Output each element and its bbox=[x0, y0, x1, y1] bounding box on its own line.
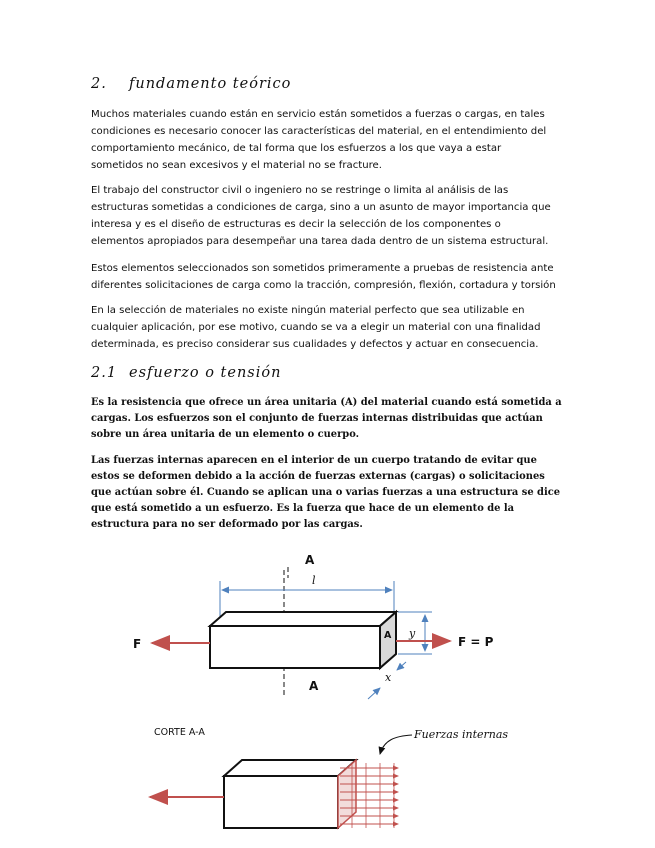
figure-2 bbox=[150, 727, 508, 828]
paragraph-1: Muchos materiales cuando están en servicio están sometidos a fuerzas o cargas, en tales condiciones es necesario conocer las características del material, en el entendimiento del comportamiento mecánico, de tal forma que los esfuerzos a los que vaya a estar sometidos no sean excesivos y el material no se fracture. bbox=[91, 109, 547, 171]
bar-top-face bbox=[210, 612, 396, 626]
section-label-top: A bbox=[305, 553, 315, 567]
internal-forces-paragraph: Las fuerzas internas aparecen en el interior de un cuerpo tratando de evitar que estos se deformen debido a la acción de fuerzas externas (cargas) o solicitaciones que actúan sobre él. Cuando se aplican una o varias fuerzas a una estructura se dice que está sometido a un esfuerzo. Es la fuerza que hace de un elemento de la estructura para no ser deformado por las cargas. bbox=[91, 455, 560, 530]
figure-1 bbox=[133, 553, 494, 699]
length-label: l bbox=[312, 574, 316, 587]
definition-paragraph: Es la resistencia que ofrece un área unitaria (A) del material cuando está sometida a cargas. Los esfuerzos son el conjunto de fuerzas internas distribuidas que actúan sobre un área unitaria de un elemento o cuerpo. bbox=[91, 397, 562, 440]
section-number: 2. bbox=[91, 76, 107, 92]
face-label: A bbox=[384, 630, 392, 641]
cut-bar-top-face bbox=[224, 760, 356, 776]
height-label: y bbox=[409, 627, 416, 640]
section-label-bottom: A bbox=[309, 679, 319, 693]
paragraph-3: Estos elementos seleccionados son sometidos primeramente a pruebas de resistencia ante diferentes solicitaciones de carga como la tracción, compresión, flexión, cortadura y torsión bbox=[91, 263, 556, 291]
force-left-label: F bbox=[133, 637, 142, 651]
internal-forces-pointer bbox=[380, 735, 412, 754]
section-title: fundamento teórico bbox=[129, 76, 292, 92]
force-right-label: F = P bbox=[458, 635, 494, 649]
internal-forces-label: Fuerzas internas bbox=[414, 728, 509, 741]
bar-front-face bbox=[210, 626, 380, 668]
width-arrow-2 bbox=[397, 662, 406, 670]
cut-bar-front-face bbox=[224, 776, 338, 828]
cut-label: CORTE A-A bbox=[154, 727, 205, 738]
paragraph-4: En la selección de materiales no existe ningún material perfecto que sea utilizable en cualquier aplicación, por ese motivo, cuando se va a elegir un material con una finalidad determinada, es preciso considerar sus cualidades y defectos y actuar en consecuencia. bbox=[91, 305, 541, 350]
subsection-number: 2.1 bbox=[91, 365, 118, 381]
paragraph-2: El trabajo del constructor civil o ingeniero no se restringe o limita al análisis de las estructuras sometidas a condiciones de carga, sino a un asunto de mayor importancia que interesa y es el diseño de estructuras es decir la selección de los componentes o elementos apropiados para desempeñar una tarea dada dentro de un sistema estructural. bbox=[91, 185, 551, 247]
width-arrow-1 bbox=[368, 688, 380, 699]
subsection-title: esfuerzo o tensión bbox=[129, 365, 282, 381]
width-label: x bbox=[385, 671, 392, 684]
internal-force-grid bbox=[352, 763, 394, 828]
